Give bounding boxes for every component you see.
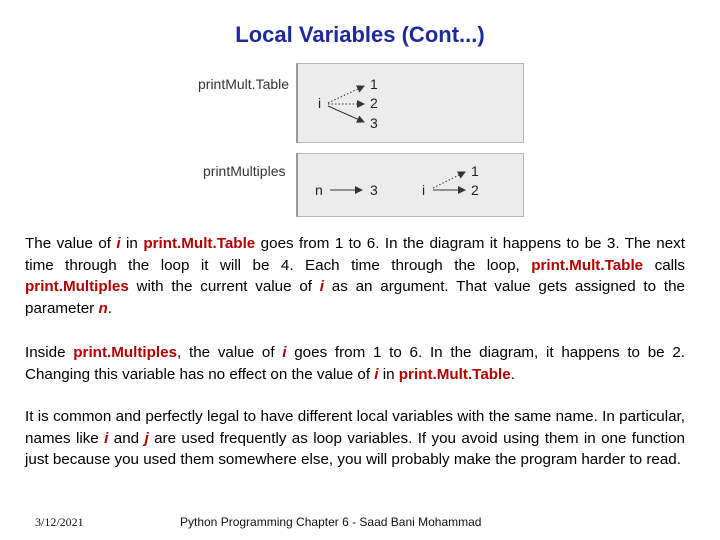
text-run: in xyxy=(378,365,399,383)
text-run: . xyxy=(510,365,515,383)
code-term: print.Multiples xyxy=(25,278,129,295)
code-term: print.Mult.Table xyxy=(398,365,511,383)
var-n: n xyxy=(315,182,323,198)
code-term: i xyxy=(104,429,109,447)
text-run: . xyxy=(107,299,112,317)
text-run: , the value of xyxy=(177,344,283,361)
arrow-i-to-1 xyxy=(328,86,364,103)
code-term: i xyxy=(116,235,121,252)
arrow-i-to-1b xyxy=(433,172,465,188)
footer-date: 3/12/2021 xyxy=(35,515,84,529)
text-run: Inside xyxy=(25,344,74,361)
footer-credit: Python Programming Chapter 6 - Saad Bani Mohammad xyxy=(180,515,482,529)
paragraph-2 xyxy=(25,342,685,385)
paragraph-3 xyxy=(25,406,685,471)
frame-label-printmulttable: printMult.Table xyxy=(198,76,290,92)
text-run: calls xyxy=(643,256,685,274)
code-term: n xyxy=(98,299,108,317)
text-run: goes from 1 to 6. In the diagram it happens to be 3. The next time through the loop it will be 4. Each time through the loop, xyxy=(25,235,685,274)
var-i-2: i xyxy=(422,182,426,198)
text-run: It is common and perfectly legal to have different local variables with the same name. In particular, names like xyxy=(25,408,685,447)
text-run: The value of xyxy=(25,235,117,252)
code-term: print.Mult.Table xyxy=(143,235,256,252)
text-run: are used frequently as loop variables. If you avoid using them in one function just because you used them somewhere else, you will probably make the program harder to read. xyxy=(25,429,685,468)
code-term: i xyxy=(282,344,287,361)
frame-label-printmultiples: printMultiples xyxy=(203,163,286,179)
value-3: 3 xyxy=(370,115,378,131)
value-2: 2 xyxy=(370,95,378,111)
text-run: with the current value of xyxy=(128,278,320,295)
value-n: 3 xyxy=(370,182,378,198)
value-1: 1 xyxy=(370,76,378,92)
code-term: i xyxy=(374,365,379,383)
value-i-2: 2 xyxy=(471,182,479,198)
text-run: in xyxy=(120,235,144,252)
slide-title: Local Variables (Cont...) xyxy=(235,22,485,47)
code-term: i xyxy=(319,278,325,295)
var-i: i xyxy=(318,95,322,111)
text-run: and xyxy=(108,429,145,447)
code-term: print.Multiples xyxy=(73,344,178,361)
text-run: as an argument. That value gets assigned to the parameter xyxy=(25,278,685,317)
value-i-1: 1 xyxy=(471,163,479,179)
text-run: goes from 1 to 6. In the diagram, it happens to be 2. Changing this variable has no effect on the value of xyxy=(25,344,686,383)
code-term: j xyxy=(144,429,149,447)
code-term: print.Mult.Table xyxy=(531,256,644,274)
arrow-i-to-3 xyxy=(328,106,364,122)
paragraph-1 xyxy=(25,233,685,319)
